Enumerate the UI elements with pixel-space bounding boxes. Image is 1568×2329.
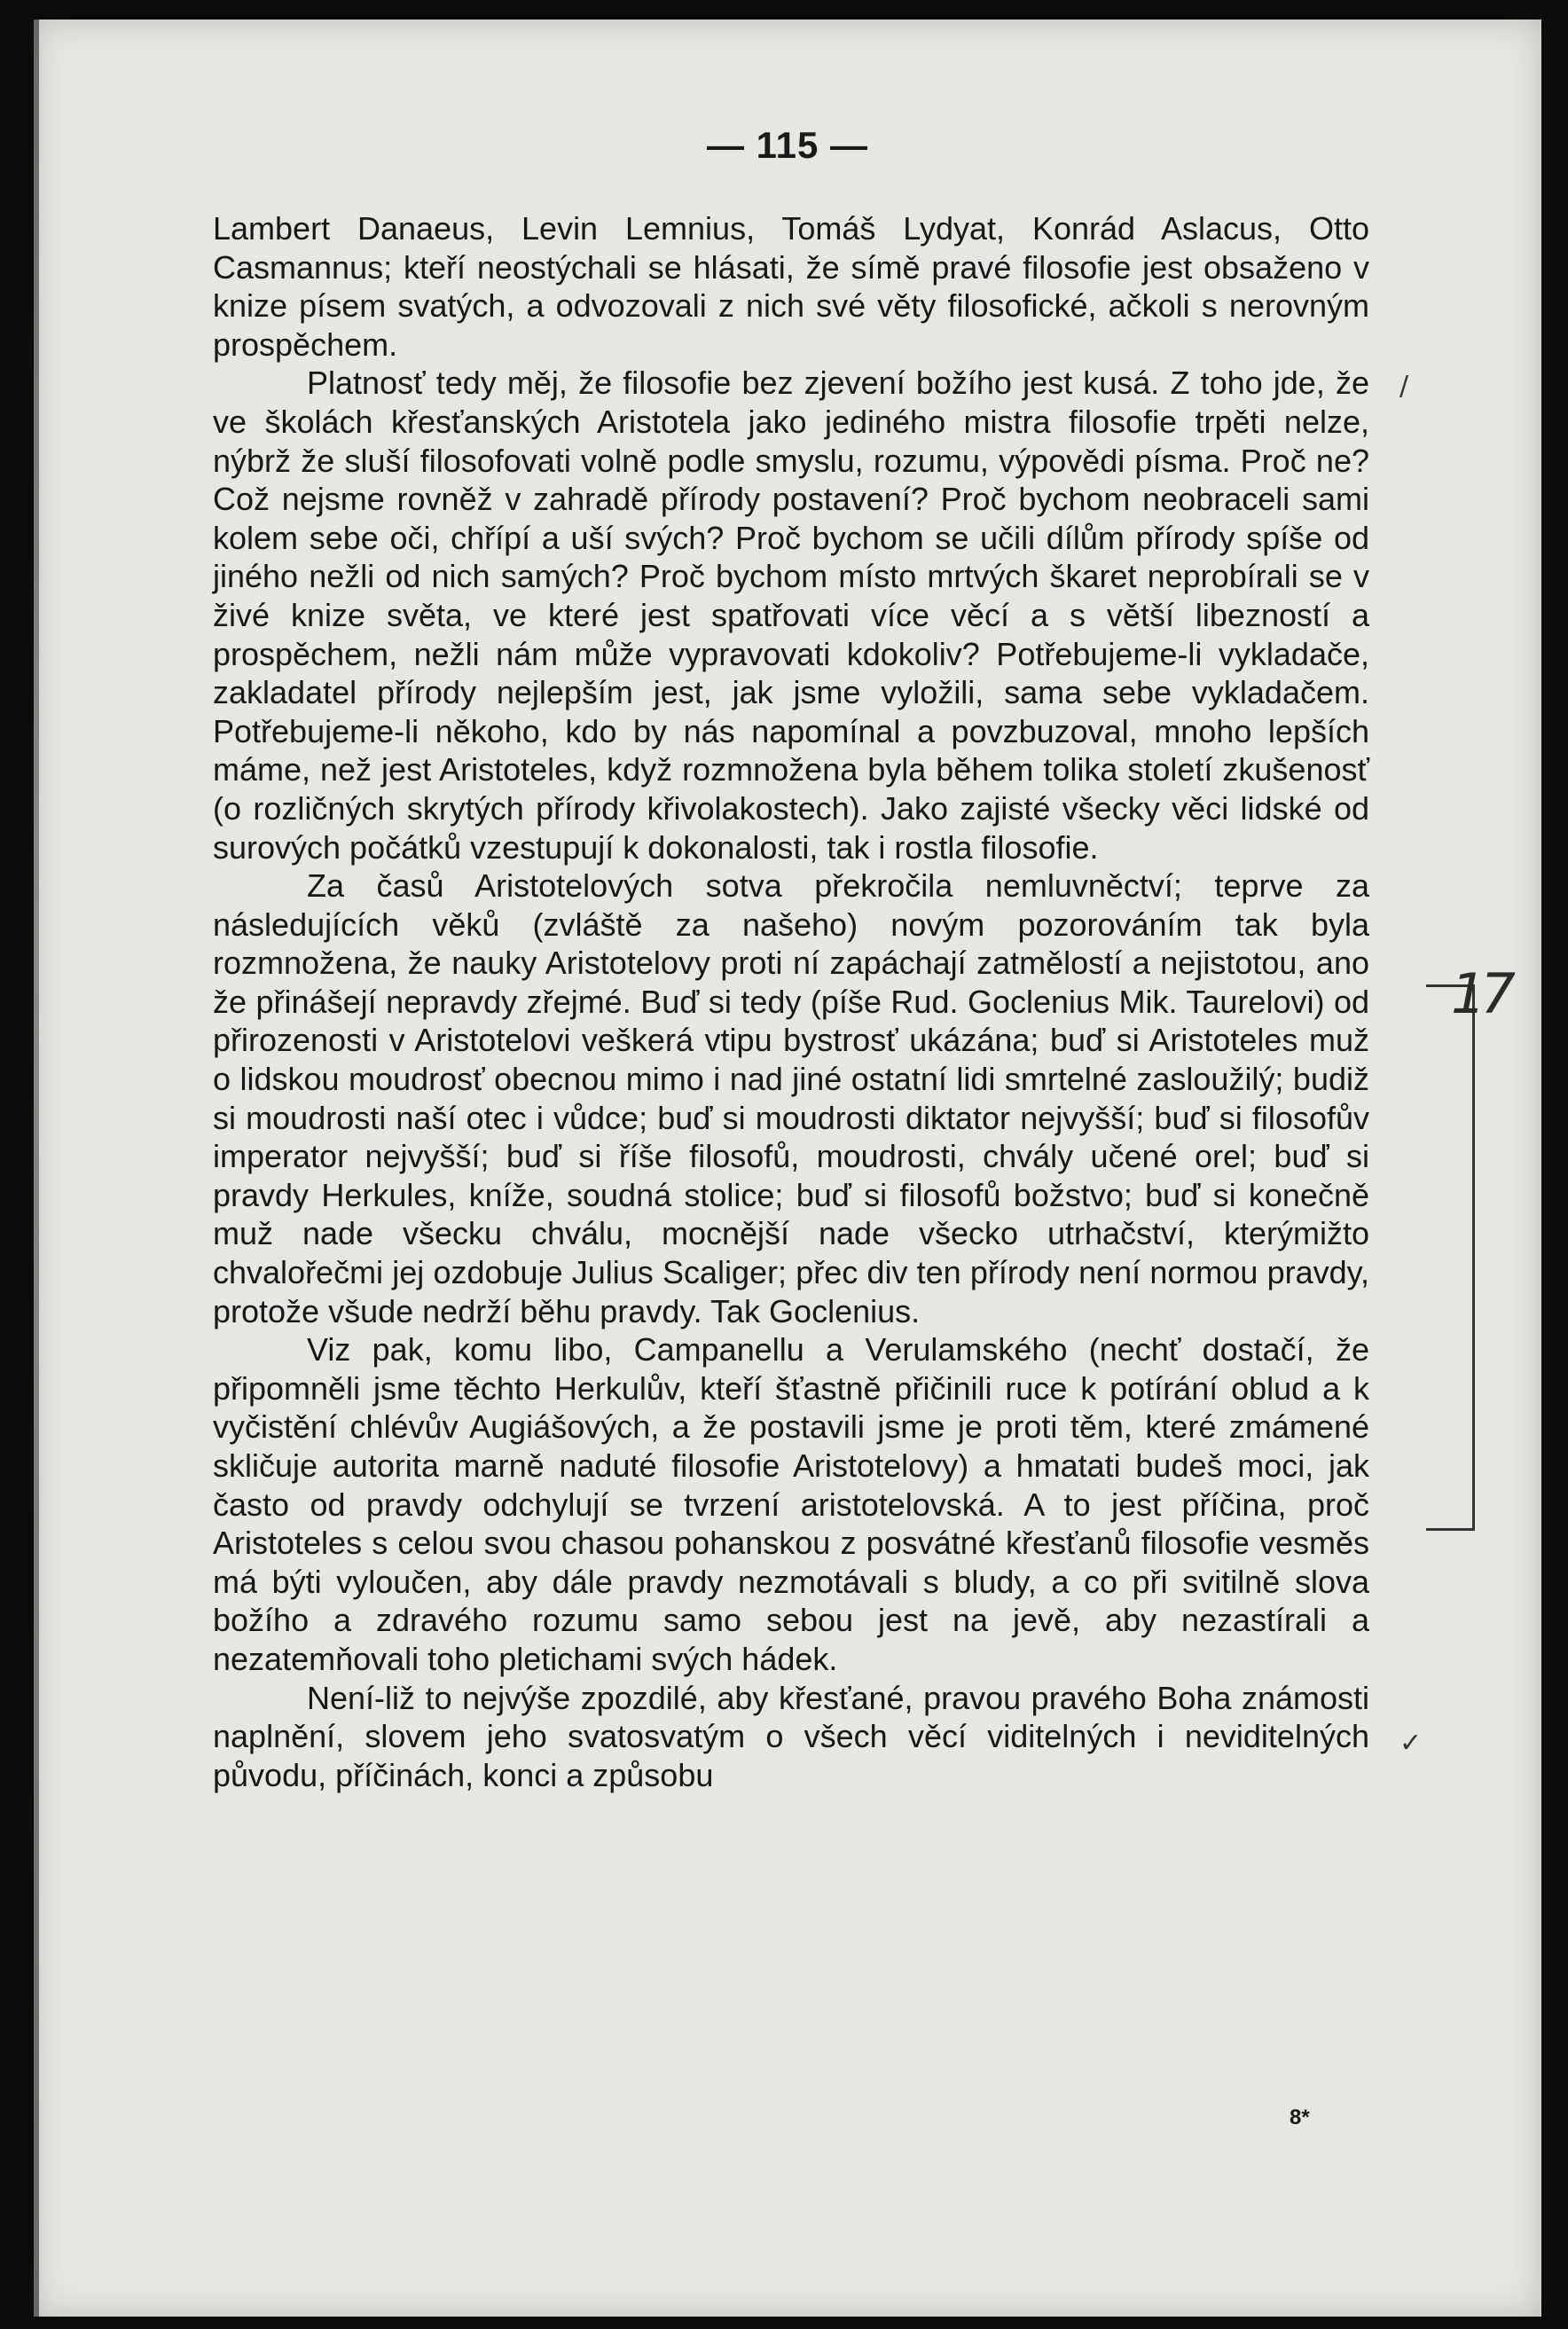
page-edge-shadow [34,20,39,2317]
page-number: — 115 — [706,124,869,166]
margin-bracket [1426,984,1475,1531]
book-page [34,20,1541,2317]
body-text [213,209,1369,1794]
pencil-check-mark: ✓ [1399,1728,1423,1759]
margin-annotation: 17 [1451,961,1510,1026]
signature-mark: 8* [1290,2106,1310,2129]
paragraph-3: Za časů Aristotelových sotva překročila nemluvněctví; teprve za následujících věků (zvláště za našeho) novým pozorováním tak byla rozmnožena, že nauky Aristotelovy proti ní zapáchají zatmělostí a nejistotou, ano že přinášejí nepravdy zřejmé. Buď si tedy (píše Rud. Goclenius Mik. Taurelovi) od přirozenosti v Aristotelovi veškerá vtipu bystrosť ukázána; buď si Aristoteles muž o lidskou moudrosť obecnou mimo i nad jiné ostatní lidi smrtelné zasloužilý; budiž si moudrosti naší otec i vůdce; buď si moudrosti diktator nejvyšší; buď si filosofův imperator nejvyšší; buď si říše filosofů, moudrosti, chvály učené orel; buď si pravdy Herkules, kníže, soudná stolice; buď si filosofů božstvo; buď si konečně muž nade všecku chválu, mocnější nade všecko utrhačství, kterýmižto chvalořečmi jej ozdobuje Julius Scaliger; přec div ten přírody není normou pravdy, protože všude nedrží běhu pravdy. Tak Goclenius. [213,867,1369,1329]
paragraph-2: Platnosť tedy měj, že filosofie bez zjevení božího jest kusá. Z toho jde, že ve školách křesťanských Aristotela jako jediného mistra filosofie trpěti nelze, nýbrž že sluší filosofovati volně podle smyslu, rozumu, výpovědi písma. Proč ne? Což nejsme rovněž v zahradě přírody postavení? Proč bychom neobraceli sami kolem sebe oči, chřípí a uší svých? Proč bychom se učili dílům přírody spíše od jiného nežli od nich samých? Proč bychom místo mrtvých škaret neprobírali se v živé knize světa, ve které jest spatřovati více věcí a s větší libezností a prospěchem, nežli nám může vypravovati kdokoliv? Potřebujeme-li vykladače, zakladatel přírody nejlepším jest, jak jsme vyložili, sama sebe vykladačem. Potřebujeme-li někoho, kdo by nás napomínal a povzbuzoval, mnoho lepších máme, než jest Aristoteles, když rozmnožena byla během tolika století zkušenosť (o rozličných skrytých přírody křivolakostech). Jako zajisté všecky věci lidské od surových počátků vzestupují k dokonalosti, tak i rostla filosofie. [213,365,1369,866]
paragraph-1: Lambert Danaeus, Levin Lemnius, Tomáš Lydyat, Konrád Aslacus, Otto Casmannus; kteří neostýchali se hlásati, že símě pravé filosofie jest obsaženo v knize písem svatých, a odvozovali z nich své věty filosofické, ačkoli s nerovným prospěchem. [213,210,1369,363]
paragraph-5: Není-liž to nejvýše zpozdilé, aby křesťané, pravou pravého Boha známosti naplnění, slovem jeho svatosvatým o všech věcí viditelných i neviditelných původu, příčinách, konci a způsobu [213,1679,1369,1793]
page-header [34,124,1541,167]
pencil-tick-mark: / [1399,371,1409,402]
paragraph-4: Viz pak, komu libo, Campanellu a Verulamského (nechť dostačí, že připomněli jsme těchto Herkulův, kteří šťastně přičinili ruce k potírání oblud a k vyčistění chlévův Augiášových, a že postavili jsme je proti těm, které zmámené skličuje autorita marně naduté filosofie Aristotelovy) a hmatati budeš moci, jak často od pravdy odchylují se tvrzení aristotelovská. A to jest příčina, proč Aristoteles s celou svou chasou pohanskou z posvátné křesťanů filosofie vesměs má býti vyloučen, aby dále pravdy nezmotávali s bludy, a co při svitilně slova božího a zdravého rozumu samo sebou jest na jevě, aby nezastírali a nezatemňovali toho pletichami svých hádek. [213,1331,1369,1677]
